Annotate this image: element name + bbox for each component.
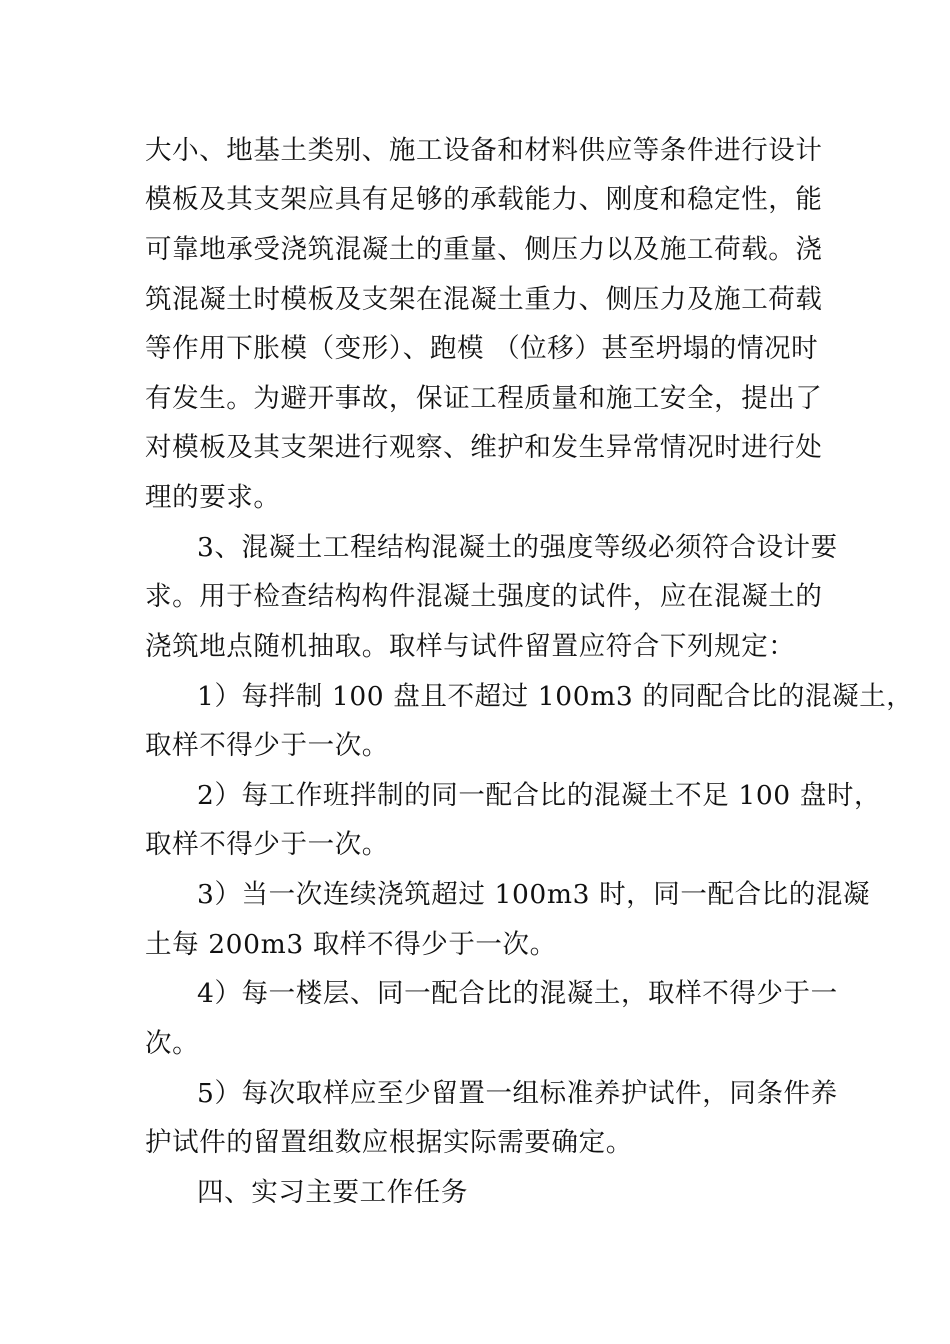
- list-item-3-line: 3）当一次连续浇筑超过 100m3 时，同一配合比的混凝: [197, 879, 871, 910]
- text-line: 护试件的留置组数应根据实际需要确定。: [145, 1127, 633, 1158]
- section-heading: 四、实习主要工作任务: [197, 1177, 468, 1208]
- list-item-5-line: 5）每次取样应至少留置一组标准养护试件，同条件养: [197, 1078, 838, 1109]
- text-line: 模板及其支架应具有足够的承载能力、刚度和稳定性，能: [145, 184, 823, 215]
- list-item-2-line: 2）每工作班拌制的同一配合比的混凝土不足 100 盘时，: [197, 780, 882, 811]
- text-line: 筑混凝土时模板及支架在混凝土重力、侧压力及施工荷载: [145, 284, 823, 315]
- text-line: 大小、地基土类别、施工设备和材料供应等条件进行设计: [145, 135, 823, 166]
- list-item-4-line: 4）每一楼层、同一配合比的混凝土，取样不得少于一: [197, 978, 838, 1009]
- text-line: 可靠地承受浇筑混凝土的重量、侧压力以及施工荷载。浇: [145, 234, 823, 265]
- text-line: 等作用下胀模（变形）、跑模 （位移）甚至坍塌的情况时: [145, 333, 819, 364]
- text-line: 有发生。为避开事故，保证工程质量和施工安全，提出了: [145, 383, 823, 414]
- text-line: 取样不得少于一次。: [145, 730, 389, 761]
- text-line: 对模板及其支架进行观察、维护和发生异常情况时进行处: [145, 432, 823, 463]
- text-line: 次。: [145, 1028, 200, 1059]
- paragraph-start-line: 3、混凝土工程结构混凝土的强度等级必须符合设计要: [197, 532, 838, 563]
- text-line: 求。用于检查结构构件混凝土强度的试件，应在混凝土的: [145, 581, 823, 612]
- text-line: 浇筑地点随机抽取。取样与试件留置应符合下列规定：: [145, 631, 796, 662]
- text-line: 土每 200m3 取样不得少于一次。: [145, 929, 557, 960]
- text-line: 取样不得少于一次。: [145, 829, 389, 860]
- text-line: 理的要求。: [145, 482, 281, 513]
- list-item-1-line: 1）每拌制 100 盘且不超过 100m3 的同配合比的混凝土，: [197, 681, 914, 712]
